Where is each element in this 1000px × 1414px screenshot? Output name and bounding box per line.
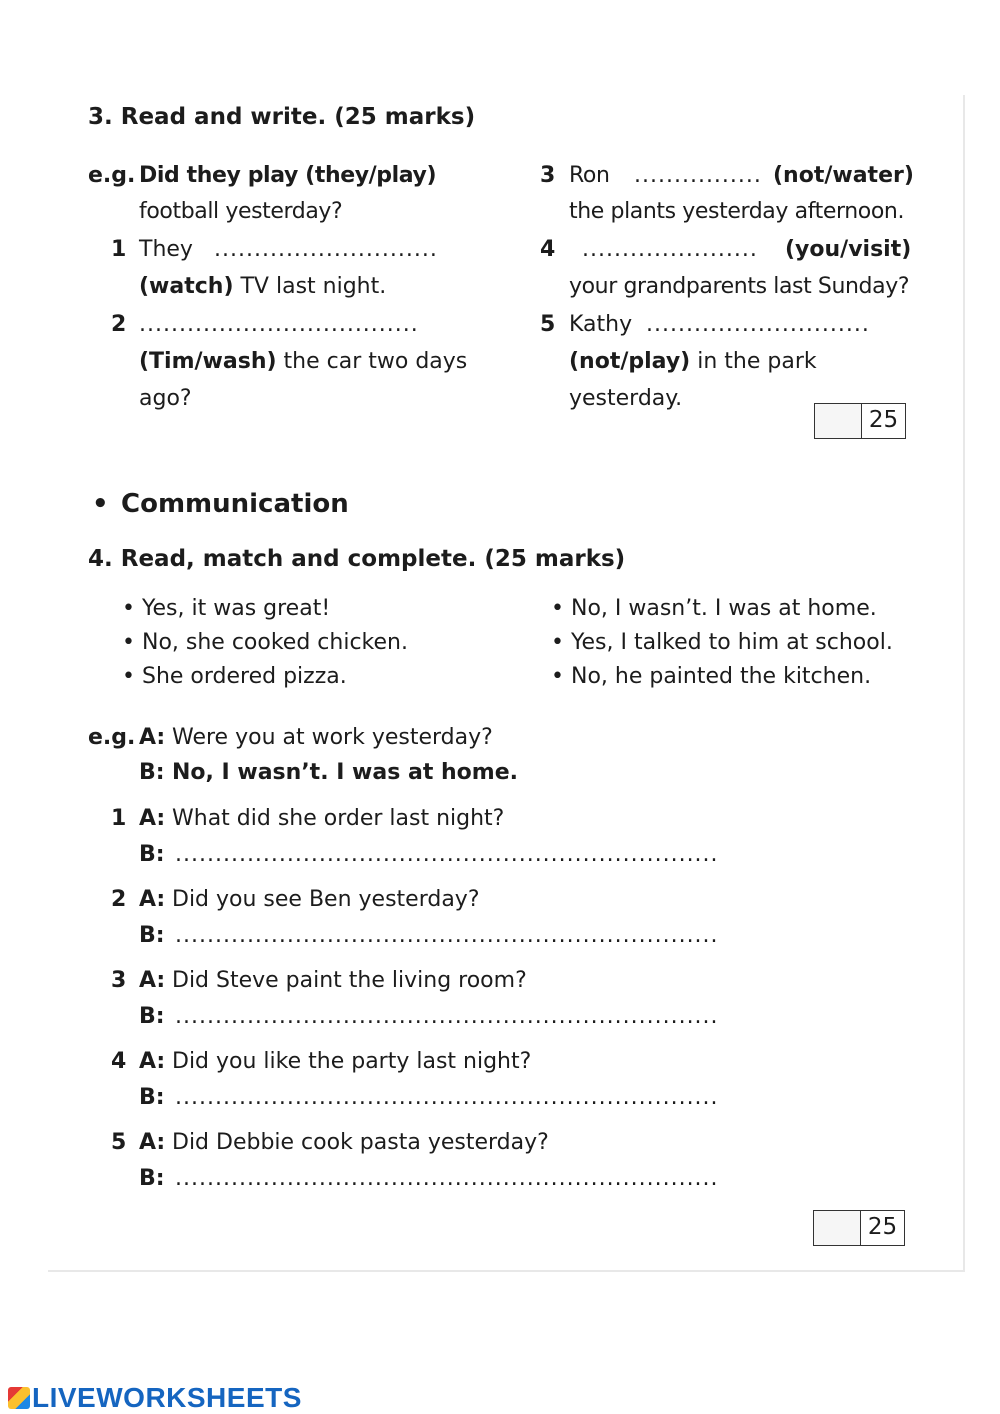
item-5-number: 5	[540, 312, 556, 337]
example-answer: No, I wasn’t. I was at home.	[172, 760, 518, 785]
question-1-b-label: B:	[139, 842, 165, 867]
option-left-2: • No, she cooked chicken.	[122, 630, 408, 655]
question-2-answer-blank[interactable]: ....................................................................	[175, 923, 719, 948]
item-1-answer-blank[interactable]: ............................	[214, 237, 438, 262]
option-right-3: • No, he painted the kitchen.	[551, 664, 872, 689]
item-1-number: 1	[111, 237, 127, 262]
item-1-rest: TV last night.	[233, 274, 387, 299]
exercise-4-heading: 4. Read, match and complete. (25 marks)	[88, 546, 626, 572]
item-3-answer-blank[interactable]: ................	[634, 163, 762, 188]
liveworksheets-logo-icon	[8, 1387, 30, 1409]
page-border-right	[963, 95, 965, 1270]
score-total: 25	[868, 407, 899, 433]
item-4-number: 4	[540, 237, 556, 262]
exercise-3-heading: 3. Read and write. (25 marks)	[88, 104, 476, 130]
question-1-answer-blank[interactable]: ....................................................................	[175, 842, 719, 867]
item-2-rest: the car two days	[276, 349, 468, 374]
item-3-subject: Ron	[569, 163, 610, 188]
question-3-b-label: B:	[139, 1004, 165, 1029]
question-5-b-label: B:	[139, 1166, 165, 1191]
question-2-number: 2	[111, 887, 127, 912]
option-left-1: • Yes, it was great!	[122, 596, 331, 621]
example-a-label: A:	[139, 725, 166, 750]
item-3-line2: the plants yesterday afternoon.	[569, 199, 905, 224]
item-2-verb: (Tim/wash)	[139, 349, 277, 374]
score-entry-cell[interactable]	[814, 1211, 861, 1245]
question-5-a-label: A:	[139, 1130, 166, 1155]
question-1-a-label: A:	[139, 806, 166, 831]
item-1-verb: (watch)	[139, 274, 234, 299]
question-4-answer-blank[interactable]: ....................................................................	[175, 1085, 719, 1110]
item-5-rest: in the park	[690, 349, 817, 374]
question-3-answer-blank[interactable]: ....................................................................	[175, 1004, 719, 1029]
question-3-a-label: A:	[139, 968, 166, 993]
communication-bullet: •	[92, 489, 109, 519]
question-3-text: Did Steve paint the living room?	[172, 968, 527, 993]
question-2-text: Did you see Ben yesterday?	[172, 887, 480, 912]
question-1-number: 1	[111, 806, 127, 831]
question-2-b-label: B:	[139, 923, 165, 948]
question-4-b-label: B:	[139, 1085, 165, 1110]
question-5-answer-blank[interactable]: ....................................................................	[175, 1166, 719, 1191]
example-sentence-line2: football yesterday?	[139, 199, 343, 224]
item-2-line3: ago?	[139, 386, 192, 411]
question-2-a-label: A:	[139, 887, 166, 912]
example-b-label: B:	[139, 760, 165, 785]
item-4-answer-blank[interactable]: ......................	[582, 237, 758, 262]
item-3-number: 3	[540, 163, 556, 188]
exercise-4-score-box	[813, 1210, 905, 1246]
item-2-answer-blank[interactable]: ...................................	[139, 312, 419, 337]
item-2-number: 2	[111, 312, 127, 337]
question-4-a-label: A:	[139, 1049, 166, 1074]
option-right-2: • Yes, I talked to him at school.	[551, 630, 893, 655]
logo-text: LIVEWORKSHEETS	[32, 1382, 302, 1413]
item-1-subject: They	[139, 237, 193, 262]
option-right-1: • No, I wasn’t. I was at home.	[551, 596, 877, 621]
example-sentence-line1: Did they play (they/play)	[139, 163, 437, 188]
item-4-verb: (you/visit)	[785, 237, 912, 262]
example-label: e.g.	[88, 163, 136, 188]
item-5-verb: (not/play)	[569, 349, 691, 374]
question-4-number: 4	[111, 1049, 127, 1074]
example-4-label: e.g.	[88, 725, 136, 750]
question-4-text: Did you like the party last night?	[172, 1049, 532, 1074]
option-left-3: • She ordered pizza.	[122, 664, 347, 689]
liveworksheets-logo[interactable]	[8, 1382, 302, 1414]
item-5-answer-blank[interactable]: ............................	[646, 312, 870, 337]
item-5-line2	[569, 349, 817, 374]
score-entry-cell[interactable]	[815, 404, 862, 438]
communication-title: Communication	[121, 489, 349, 519]
score-total: 25	[867, 1214, 898, 1240]
item-1-line2	[139, 274, 386, 299]
example-question: Were you at work yesterday?	[172, 725, 493, 750]
item-5-subject: Kathy	[569, 312, 633, 337]
page-border-bottom	[48, 1270, 965, 1272]
question-3-number: 3	[111, 968, 127, 993]
item-2-line2	[139, 349, 467, 374]
item-3-verb: (not/water)	[773, 163, 914, 188]
question-5-text: Did Debbie cook pasta yesterday?	[172, 1130, 549, 1155]
question-5-number: 5	[111, 1130, 127, 1155]
exercise-3-score-box	[814, 403, 906, 439]
question-1-text: What did she order last night?	[172, 806, 505, 831]
item-5-line3: yesterday.	[569, 386, 683, 411]
item-4-line2: your grandparents last Sunday?	[569, 274, 910, 299]
